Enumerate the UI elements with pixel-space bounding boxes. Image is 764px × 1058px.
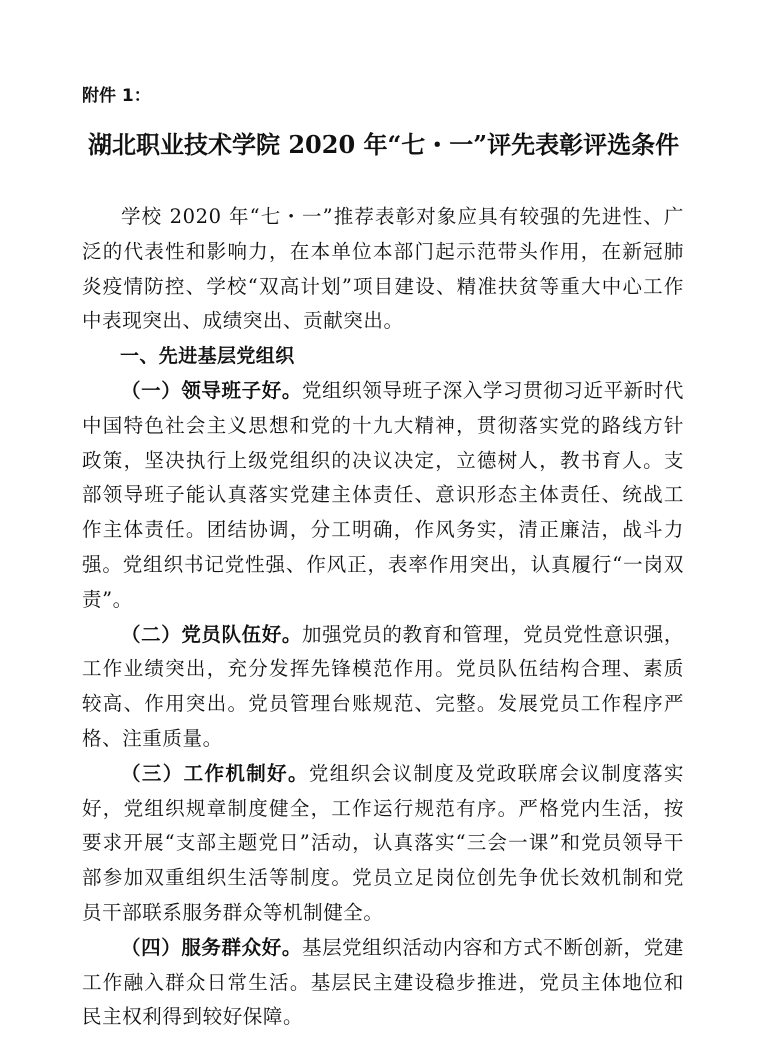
criteria-item: [82, 931, 684, 1035]
attachment-label: 附件 1：: [82, 86, 151, 106]
criteria-item-lead: （一）领导班子好。: [121, 378, 302, 402]
criteria-item-text: 党组织会议制度及党政联席会议制度落实好，党组织规章制度健全，工作运行规范有序。严格党内生活，按要求开展“支部主题党日”活动，认真落实“三会一课”和党员领导干部参加双重组织生活等制度。党员立足岗位创先争优长效机制和党员干部联系服务群众等机制健全。: [82, 761, 684, 924]
criteria-item-lead: （四）服务群众好。: [121, 935, 302, 959]
criteria-item: [82, 374, 684, 618]
page-title: 湖北职业技术学院 2020 年“七・一”评先表彰评选条件: [88, 130, 680, 159]
criteria-item-text: 基层党组织活动内容和方式不断创新，党建工作融入群众日常生活。基层民主建设稳步推进，党员主体地位和民主权利得到较好保障。: [82, 935, 684, 1029]
criteria-item: [82, 757, 684, 931]
document-body: [82, 200, 684, 1035]
criteria-item-lead: （三）工作机制好。: [121, 761, 309, 785]
criteria-item-text: 加强党员的教育和管理，党员党性意识强，工作业绩突出，充分发挥先锋模范作用。党员队伍结构合理、素质较高、作用突出。党员管理台账规范、完整。发展党员工作程序严格、注重质量。: [82, 622, 684, 750]
criteria-item-lead: （二）党员队伍好。: [121, 622, 302, 646]
section-heading: 一、先进基层党组织: [120, 345, 295, 368]
criteria-item: [82, 618, 684, 757]
intro-paragraph: 学校 2020 年“七・一”推荐表彰对象应具有较强的先进性、广泛的代表性和影响力，在本单位本部门起示范带头作用，在新冠肺炎疫情防控、学校“双高计划”项目建设、精准扶贫等重大中心工作中表现突出、成绩突出、贡献突出。: [82, 205, 684, 333]
criteria-item-text: 党组织领导班子深入学习贯彻习近平新时代中国特色社会主义思想和党的十九大精神，贯彻落实党的路线方针政策，坚决执行上级党组织的决议决定，立德树人，教书育人。支部领导班子能认真落实党建主体责任、意识形态主体责任、统战工作主体责任。团结协调，分工明确，作风务实，清正廉洁，战斗力强。党组织书记党性强、作风正，表率作用突出，认真履行“一岗双责”。: [82, 378, 684, 611]
